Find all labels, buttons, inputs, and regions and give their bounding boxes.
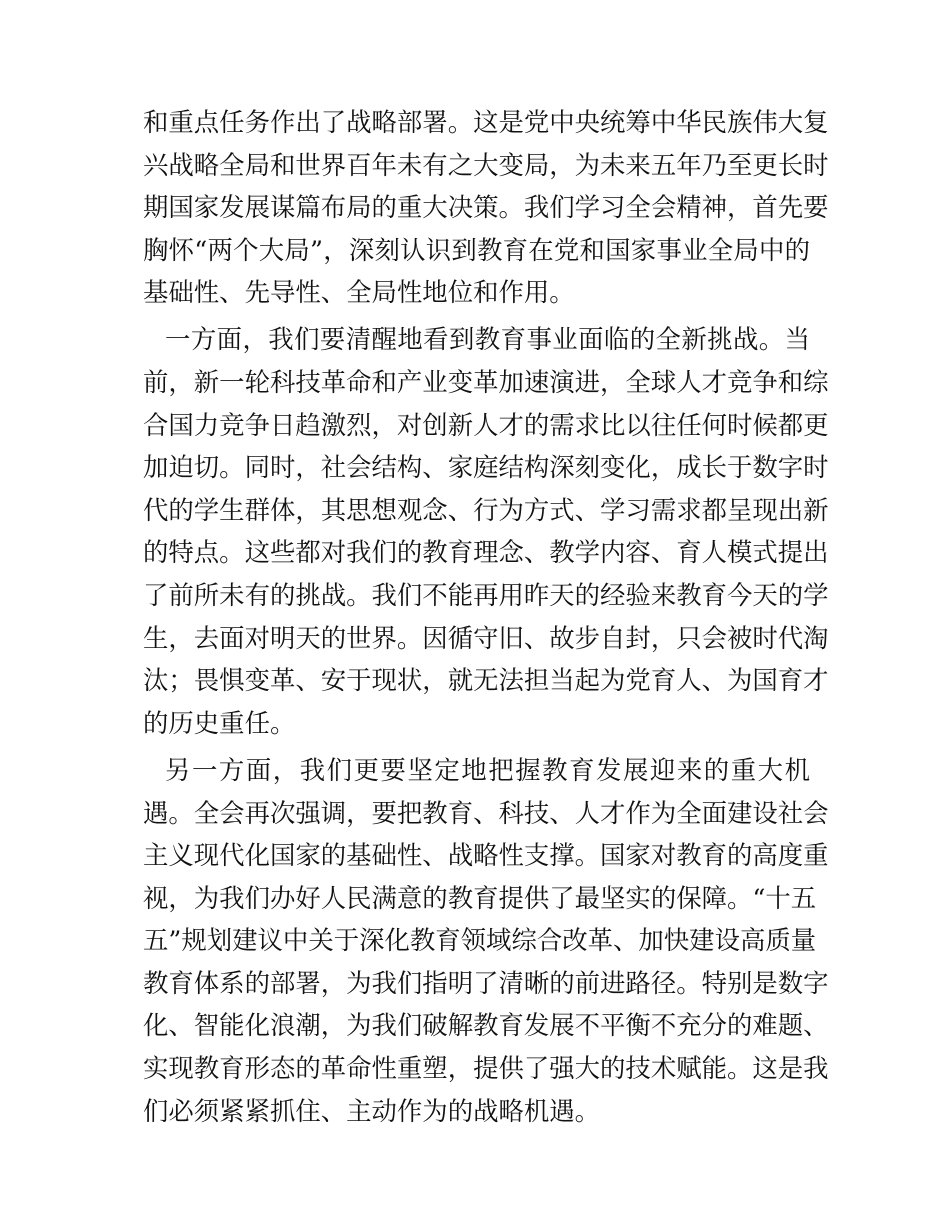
text-line: 视，为我们办好人民满意的教育提供了最坚实的保障。“十五: [143, 882, 817, 913]
text-line: 生，去面对明天的世界。因循守旧、故步自封，只会被时代淘: [143, 622, 829, 653]
text-line: 汰；畏惧变革、安于现状，就无法担当起为党育人、为国育才: [143, 665, 829, 696]
text-line: 加迫切。同时，社会结构、家庭结构深刻变化，成长于数字时: [143, 452, 829, 483]
text-line: 主义现代化国家的基础性、战略性支撑。国家对教育的高度重: [143, 840, 829, 871]
text-line: 期国家发展谋篇布局的重大决策。我们学习全会精神，首先要: [143, 192, 829, 223]
text-line: 另一方面，我们更要坚定地把握教育发展迎来的重大机: [165, 754, 810, 785]
text-line: 了前所未有的挑战。我们不能再用昨天的经验来教育今天的学: [143, 580, 829, 611]
text-line: 教育体系的部署，为我们指明了清晰的前进路径。特别是数字: [143, 967, 829, 998]
text-line: 一方面，我们要清醒地看到教育事业面临的全新挑战。当: [165, 324, 810, 355]
text-line: 兴战略全局和世界百年未有之大变局，为未来五年乃至更长时: [143, 149, 829, 180]
text-line: 和重点任务作出了战略部署。这是党中央统筹中华民族伟大复: [143, 107, 829, 137]
text-line: 合国力竞争日趋激烈，对创新人才的需求比以往任何时候都更: [143, 409, 829, 440]
paragraph: [143, 318, 829, 744]
text-line: 前，新一轮科技革命和产业变革加速演进，全球人才竞争和综: [143, 367, 829, 398]
text-line: 遇。全会再次强调，要把教育、科技、人才作为全面建设社会: [143, 797, 829, 828]
text-line: 基础性、先导性、全局性地位和作用。: [143, 277, 575, 308]
paragraph: [143, 749, 829, 1132]
text-line: 们必须紧紧抓住、主动作为的战略机遇。: [143, 1095, 601, 1126]
text-line: 胸怀“两个大局”，深刻认识到教育在党和国家事业全局中的: [143, 234, 810, 265]
text-line: 实现教育形态的革命性重塑，提供了强大的技术赋能。这是我: [143, 1053, 829, 1084]
text-line: 的特点。这些都对我们的教育理念、教学内容、育人模式提出: [143, 537, 829, 568]
text-line: 化、智能化浪潮，为我们破解教育发展不平衡不充分的难题、: [143, 1010, 829, 1041]
paragraph: [143, 101, 829, 314]
document-page: [143, 101, 829, 1137]
text-line: 的历史重任。: [143, 707, 296, 738]
text-line: 五”规划建议中关于深化教育领域综合改革、加快建设高质量: [143, 925, 817, 956]
text-line: 代的学生群体，其思想观念、行为方式、学习需求都呈现出新: [143, 494, 829, 525]
